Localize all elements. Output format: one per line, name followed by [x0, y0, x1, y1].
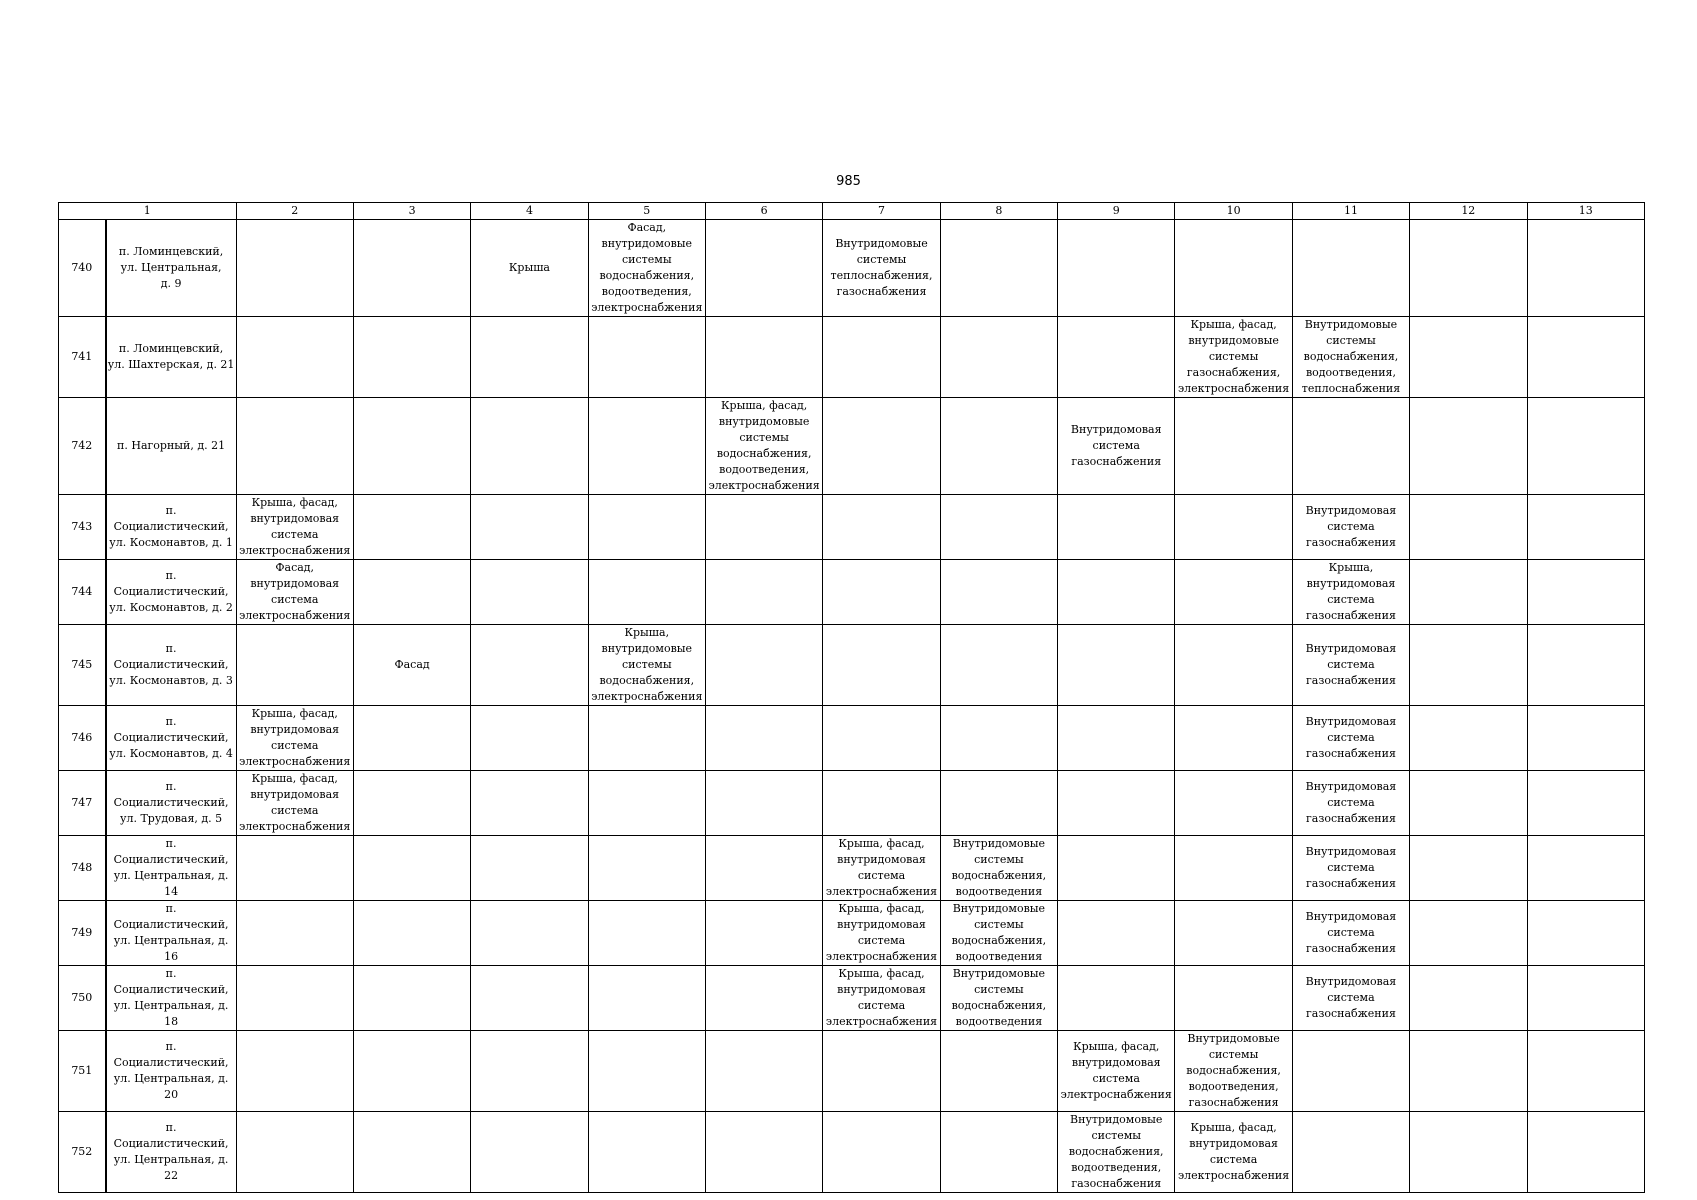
- address-cell: п. Социалистический, ул. Центральная, д. 22: [106, 1112, 236, 1193]
- work-cell-col-9: Внутридомовая система газоснабжения: [1058, 398, 1175, 495]
- work-cell-col-3: [353, 901, 470, 966]
- table-row: [59, 1112, 1645, 1193]
- row-number: 745: [59, 625, 106, 706]
- work-cell-col-2: Фасад, внутридомовая система электроснабжения: [236, 560, 353, 625]
- work-cell-col-10: [1175, 220, 1292, 317]
- work-cell-col-5: Крыша, внутридомовые системы водоснабжения, электроснабжения: [588, 625, 705, 706]
- work-cell-col-3: [353, 706, 470, 771]
- work-cell-col-11: Внутридомовая система газоснабжения: [1292, 901, 1409, 966]
- page-number: 985: [836, 174, 861, 189]
- work-cell-col-9: [1058, 495, 1175, 560]
- work-cell-col-10: Крыша, фасад, внутридомовая система электроснабжения: [1175, 1112, 1292, 1193]
- work-cell-col-8: [940, 220, 1057, 317]
- work-cell-col-11: Внутридомовая система газоснабжения: [1292, 771, 1409, 836]
- work-cell-col-4: [471, 495, 588, 560]
- table-row: [59, 771, 1645, 836]
- repair-schedule-table: [58, 202, 1645, 1193]
- work-cell-col-2: [236, 966, 353, 1031]
- work-cell-col-9: [1058, 771, 1175, 836]
- row-number: 744: [59, 560, 106, 625]
- work-cell-col-6: [705, 1112, 822, 1193]
- table-row: [59, 495, 1645, 560]
- work-cell-col-11: [1292, 398, 1409, 495]
- work-cell-col-10: [1175, 398, 1292, 495]
- work-cell-col-2: [236, 901, 353, 966]
- work-cell-col-8: [940, 495, 1057, 560]
- column-header-2: 2: [236, 203, 353, 220]
- work-cell-col-13: [1527, 901, 1645, 966]
- work-cell-col-8: [940, 317, 1057, 398]
- work-cell-col-9: [1058, 625, 1175, 706]
- work-cell-col-9: Внутридомовые системы водоснабжения, водоотведения, газоснабжения: [1058, 1112, 1175, 1193]
- work-cell-col-6: [705, 901, 822, 966]
- address-cell: п. Нагорный, д. 21: [106, 398, 236, 495]
- work-cell-col-13: [1527, 1112, 1645, 1193]
- row-number: 742: [59, 398, 106, 495]
- work-cell-col-6: [705, 625, 822, 706]
- work-cell-col-10: [1175, 706, 1292, 771]
- work-cell-col-13: [1527, 625, 1645, 706]
- work-cell-col-6: [705, 706, 822, 771]
- work-cell-col-6: [705, 220, 822, 317]
- work-cell-col-7: [823, 1031, 940, 1112]
- work-cell-col-13: [1527, 966, 1645, 1031]
- work-cell-col-4: [471, 966, 588, 1031]
- row-number: 748: [59, 836, 106, 901]
- work-cell-col-12: [1410, 560, 1527, 625]
- work-cell-col-5: [588, 398, 705, 495]
- column-header-3: 3: [353, 203, 470, 220]
- work-cell-col-12: [1410, 1112, 1527, 1193]
- work-cell-col-11: [1292, 220, 1409, 317]
- work-cell-col-12: [1410, 1031, 1527, 1112]
- work-cell-col-9: [1058, 836, 1175, 901]
- work-cell-col-4: [471, 836, 588, 901]
- work-cell-col-11: [1292, 1031, 1409, 1112]
- work-cell-col-10: [1175, 771, 1292, 836]
- work-cell-col-5: [588, 495, 705, 560]
- work-cell-col-11: Внутридомовая система газоснабжения: [1292, 966, 1409, 1031]
- work-cell-col-13: [1527, 771, 1645, 836]
- column-header-9: 9: [1058, 203, 1175, 220]
- work-cell-col-8: [940, 560, 1057, 625]
- address-cell: п. Социалистический, ул. Космонавтов, д. 4: [106, 706, 236, 771]
- work-cell-col-4: [471, 398, 588, 495]
- column-header-12: 12: [1410, 203, 1527, 220]
- work-cell-col-2: Крыша, фасад, внутридомовая система электроснабжения: [236, 706, 353, 771]
- work-cell-col-3: Фасад: [353, 625, 470, 706]
- work-cell-col-5: [588, 706, 705, 771]
- work-cell-col-13: [1527, 398, 1645, 495]
- address-cell: п. Ломинцевский, ул. Центральная, д. 9: [106, 220, 236, 317]
- address-cell: п. Социалистический, ул. Трудовая, д. 5: [106, 771, 236, 836]
- work-cell-col-10: [1175, 560, 1292, 625]
- column-header-1: 1: [59, 203, 237, 220]
- work-cell-col-13: [1527, 836, 1645, 901]
- work-cell-col-8: [940, 1112, 1057, 1193]
- work-cell-col-10: Внутридомовые системы водоснабжения, водоотведения, газоснабжения: [1175, 1031, 1292, 1112]
- work-cell-col-9: [1058, 706, 1175, 771]
- work-cell-col-13: [1527, 560, 1645, 625]
- work-cell-col-12: [1410, 966, 1527, 1031]
- work-cell-col-3: [353, 560, 470, 625]
- work-cell-col-11: Внутридомовая система газоснабжения: [1292, 495, 1409, 560]
- row-number: 751: [59, 1031, 106, 1112]
- work-cell-col-3: [353, 966, 470, 1031]
- work-cell-col-12: [1410, 706, 1527, 771]
- work-cell-col-3: [353, 1031, 470, 1112]
- work-cell-col-7: Внутридомовые системы теплоснабжения, газоснабжения: [823, 220, 940, 317]
- work-cell-col-5: [588, 836, 705, 901]
- work-cell-col-5: [588, 966, 705, 1031]
- table-row: [59, 317, 1645, 398]
- work-cell-col-7: Крыша, фасад, внутридомовая система электроснабжения: [823, 836, 940, 901]
- work-cell-col-10: [1175, 836, 1292, 901]
- work-cell-col-11: Внутридомовая система газоснабжения: [1292, 836, 1409, 901]
- work-cell-col-7: [823, 560, 940, 625]
- work-cell-col-4: [471, 1031, 588, 1112]
- work-cell-col-13: [1527, 1031, 1645, 1112]
- work-cell-col-2: [236, 220, 353, 317]
- work-cell-col-6: [705, 966, 822, 1031]
- address-cell: п. Социалистический, ул. Центральная, д. 16: [106, 901, 236, 966]
- work-cell-col-6: [705, 771, 822, 836]
- work-cell-col-2: [236, 625, 353, 706]
- work-cell-col-8: [940, 771, 1057, 836]
- work-cell-col-8: [940, 398, 1057, 495]
- work-cell-col-8: Внутридомовые системы водоснабжения, водоотведения: [940, 901, 1057, 966]
- work-cell-col-11: Внутридомовые системы водоснабжения, водоотведения, теплоснабжения: [1292, 317, 1409, 398]
- row-number: 743: [59, 495, 106, 560]
- work-cell-col-2: [236, 836, 353, 901]
- header-row: [59, 203, 1645, 220]
- work-cell-col-5: [588, 901, 705, 966]
- work-cell-col-3: [353, 317, 470, 398]
- column-header-5: 5: [588, 203, 705, 220]
- work-cell-col-11: [1292, 1112, 1409, 1193]
- work-cell-col-10: [1175, 625, 1292, 706]
- work-cell-col-10: [1175, 495, 1292, 560]
- address-cell: п. Социалистический, ул. Центральная, д. 20: [106, 1031, 236, 1112]
- work-cell-col-6: [705, 317, 822, 398]
- work-cell-col-7: [823, 706, 940, 771]
- work-cell-col-4: [471, 1112, 588, 1193]
- work-cell-col-5: Фасад, внутридомовые системы водоснабжения, водоотведения, электроснабжения: [588, 220, 705, 317]
- work-cell-col-5: [588, 560, 705, 625]
- work-cell-col-7: [823, 398, 940, 495]
- address-cell: п. Социалистический, ул. Космонавтов, д. 2: [106, 560, 236, 625]
- work-cell-col-9: [1058, 901, 1175, 966]
- work-cell-col-8: Внутридомовые системы водоснабжения, водоотведения: [940, 836, 1057, 901]
- work-cell-col-6: [705, 495, 822, 560]
- work-cell-col-6: [705, 1031, 822, 1112]
- work-cell-col-8: [940, 625, 1057, 706]
- work-cell-col-13: [1527, 220, 1645, 317]
- work-cell-col-6: [705, 836, 822, 901]
- work-cell-col-7: Крыша, фасад, внутридомовая система электроснабжения: [823, 901, 940, 966]
- work-cell-col-7: [823, 495, 940, 560]
- column-header-4: 4: [471, 203, 588, 220]
- work-cell-col-4: [471, 560, 588, 625]
- work-cell-col-5: [588, 317, 705, 398]
- work-cell-col-7: Крыша, фасад, внутридомовая система электроснабжения: [823, 966, 940, 1031]
- work-cell-col-4: [471, 706, 588, 771]
- work-cell-col-2: Крыша, фасад, внутридомовая система электроснабжения: [236, 495, 353, 560]
- address-cell: п. Ломинцевский, ул. Шахтерская, д. 21: [106, 317, 236, 398]
- column-header-7: 7: [823, 203, 940, 220]
- work-cell-col-12: [1410, 495, 1527, 560]
- work-cell-col-10: Крыша, фасад, внутридомовые системы газоснабжения, электроснабжения: [1175, 317, 1292, 398]
- work-cell-col-9: [1058, 966, 1175, 1031]
- work-cell-col-4: [471, 771, 588, 836]
- work-cell-col-9: Крыша, фасад, внутридомовая система электроснабжения: [1058, 1031, 1175, 1112]
- table-row: [59, 901, 1645, 966]
- work-cell-col-11: Крыша, внутридомовая система газоснабжения: [1292, 560, 1409, 625]
- table-row: [59, 398, 1645, 495]
- table-row: [59, 220, 1645, 317]
- column-header-11: 11: [1292, 203, 1409, 220]
- address-cell: п. Социалистический, ул. Космонавтов, д. 1: [106, 495, 236, 560]
- work-cell-col-12: [1410, 220, 1527, 317]
- work-cell-col-6: Крыша, фасад, внутридомовые системы водоснабжения, водоотведения, электроснабжения: [705, 398, 822, 495]
- work-cell-col-5: [588, 771, 705, 836]
- work-cell-col-8: [940, 706, 1057, 771]
- work-cell-col-9: [1058, 220, 1175, 317]
- work-cell-col-2: [236, 317, 353, 398]
- table-row: [59, 560, 1645, 625]
- row-number: 740: [59, 220, 106, 317]
- work-cell-col-7: [823, 771, 940, 836]
- work-cell-col-3: [353, 398, 470, 495]
- table-row: [59, 625, 1645, 706]
- work-cell-col-3: [353, 836, 470, 901]
- work-cell-col-11: Внутридомовая система газоснабжения: [1292, 706, 1409, 771]
- work-cell-col-3: [353, 495, 470, 560]
- row-number: 750: [59, 966, 106, 1031]
- work-cell-col-3: [353, 1112, 470, 1193]
- work-cell-col-10: [1175, 901, 1292, 966]
- work-cell-col-2: [236, 1112, 353, 1193]
- work-cell-col-8: Внутридомовые системы водоснабжения, водоотведения: [940, 966, 1057, 1031]
- work-cell-col-3: [353, 220, 470, 317]
- row-number: 749: [59, 901, 106, 966]
- table-row: [59, 706, 1645, 771]
- work-cell-col-13: [1527, 495, 1645, 560]
- work-cell-col-4: [471, 317, 588, 398]
- work-cell-col-5: [588, 1112, 705, 1193]
- work-cell-col-4: Крыша: [471, 220, 588, 317]
- work-cell-col-12: [1410, 836, 1527, 901]
- address-cell: п. Социалистический, ул. Центральная, д. 14: [106, 836, 236, 901]
- column-header-8: 8: [940, 203, 1057, 220]
- work-cell-col-2: [236, 1031, 353, 1112]
- column-header-6: 6: [705, 203, 822, 220]
- work-cell-col-7: [823, 625, 940, 706]
- work-cell-col-12: [1410, 317, 1527, 398]
- work-cell-col-6: [705, 560, 822, 625]
- column-header-13: 13: [1527, 203, 1645, 220]
- table-row: [59, 966, 1645, 1031]
- work-cell-col-13: [1527, 317, 1645, 398]
- work-cell-col-13: [1527, 706, 1645, 771]
- work-cell-col-4: [471, 625, 588, 706]
- work-cell-col-12: [1410, 771, 1527, 836]
- column-header-10: 10: [1175, 203, 1292, 220]
- row-number: 752: [59, 1112, 106, 1193]
- table-row: [59, 836, 1645, 901]
- address-cell: п. Социалистический, ул. Центральная, д. 18: [106, 966, 236, 1031]
- work-cell-col-3: [353, 771, 470, 836]
- work-cell-col-5: [588, 1031, 705, 1112]
- row-number: 746: [59, 706, 106, 771]
- work-cell-col-10: [1175, 966, 1292, 1031]
- row-number: 741: [59, 317, 106, 398]
- work-cell-col-2: Крыша, фасад, внутридомовая система электроснабжения: [236, 771, 353, 836]
- work-cell-col-11: Внутридомовая система газоснабжения: [1292, 625, 1409, 706]
- address-cell: п. Социалистический, ул. Космонавтов, д. 3: [106, 625, 236, 706]
- work-cell-col-9: [1058, 317, 1175, 398]
- table-row: [59, 1031, 1645, 1112]
- work-cell-col-9: [1058, 560, 1175, 625]
- work-cell-col-7: [823, 317, 940, 398]
- work-cell-col-12: [1410, 625, 1527, 706]
- row-number: 747: [59, 771, 106, 836]
- work-cell-col-7: [823, 1112, 940, 1193]
- work-cell-col-2: [236, 398, 353, 495]
- work-cell-col-8: [940, 1031, 1057, 1112]
- work-cell-col-4: [471, 901, 588, 966]
- work-cell-col-12: [1410, 901, 1527, 966]
- work-cell-col-12: [1410, 398, 1527, 495]
